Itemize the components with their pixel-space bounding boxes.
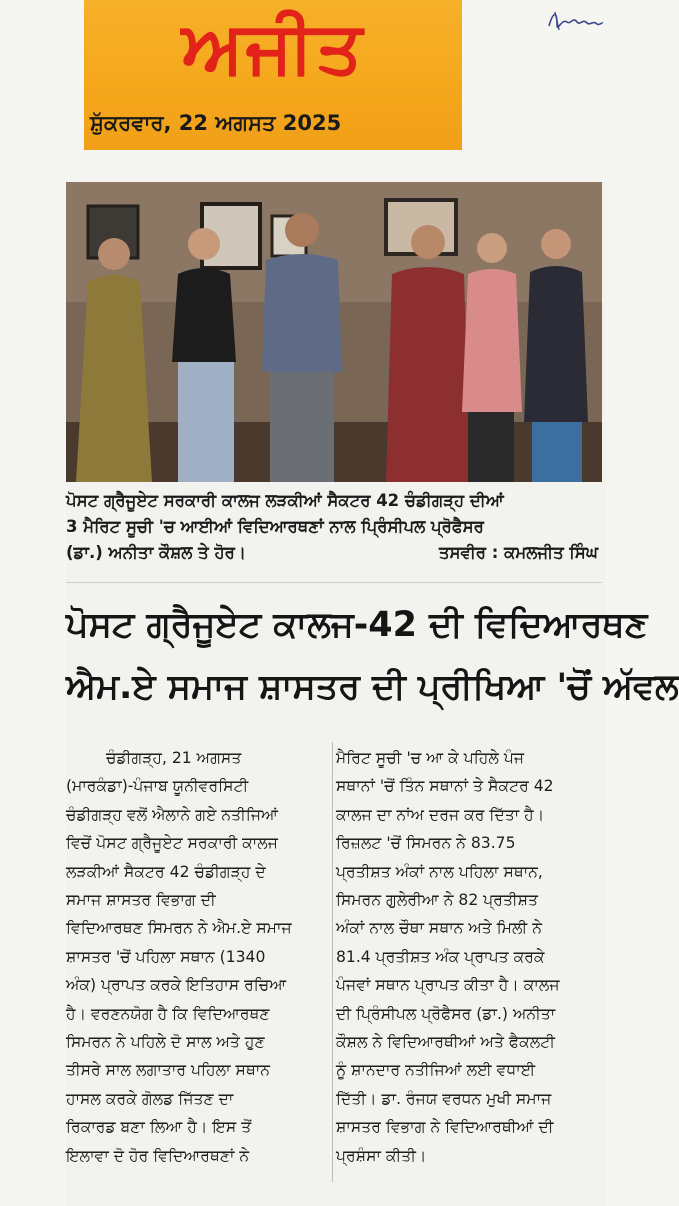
article-line: ਪ੍ਰਤੀਸ਼ਤ ਅੰਕਾਂ ਨਾਲ ਪਹਿਲਾ ਸਥਾਨ, [336,862,543,881]
headline [66,594,679,718]
headline-line-1: ਪੋਸਟ ਗ੍ਰੈਜੂਏਟ ਕਾਲਜ-42 ਦੀ ਵਿਦਿਆਰਥਣ [66,605,648,645]
divider [66,582,602,583]
caption-line: ਪੋਸਟ ਗ੍ਰੈਜੂਏਟ ਸਰਕਾਰੀ ਕਾਲਜ ਲੜਕੀਆਂ ਸੈਕਟਰ 42 ਚੰਡੀਗੜ੍ਹ ਦੀਆਂ [66,491,504,510]
article-line: ਕਾਲਜ ਦਾ ਨਾਂਅ ਦਰਜ ਕਰ ਦਿੱਤਾ ਹੈ। [336,805,545,824]
article-line: ਹਾਸਲ ਕਰਕੇ ਗੋਲਡ ਜਿੱਤਣ ਦਾ [66,1089,234,1108]
news-photo [66,182,602,482]
photo-caption [66,488,602,566]
article-line: ਸਮਾਜ ਸ਼ਾਸਤਰ ਵਿਭਾਗ ਦੀ [66,891,216,910]
headline-line-2: ਐਮ.ਏ ਸਮਾਜ ਸ਼ਾਸਤਰ ਦੀ ਪ੍ਰੀਖਿਆ 'ਚੋਂ ਅੱਵਲ [66,667,679,707]
newspaper-masthead [84,0,462,150]
caption-line: (ਡਾ.) ਅਨੀਤਾ ਕੌਸ਼ਲ ਤੇ ਹੋਰ। [66,543,246,562]
photo-illustration [66,182,602,482]
article-line: ਨੂੰ ਸ਼ਾਨਦਾਰ ਨਤੀਜਿਆਂ ਲਈ ਵਧਾਈ [336,1061,536,1080]
publication-date: ਸ਼ੁੱਕਰਵਾਰ, 22 ਅਗਸਤ 2025 [90,111,342,135]
article-line: ਪ੍ਰਸ਼ੰਸਾ ਕੀਤੀ। [336,1146,427,1165]
news-clipping [66,182,679,1206]
article-line: ਰਿਜ਼ਲਟ 'ਚੋਂ ਸਿਮਰਨ ਨੇ 83.75 [336,834,516,853]
article-line: ਚੰਡੀਗੜ੍ਹ ਵਲੋਂ ਐਲਾਨੇ ਗਏ ਨਤੀਜਿਆਂ [66,805,279,824]
article-line: ਪੰਜਵਾਂ ਸਥਾਨ ਪ੍ਰਾਪਤ ਕੀਤਾ ਹੈ। ਕਾਲਜ [336,976,560,995]
caption-line: 3 ਮੈਰਿਟ ਸੂਚੀ 'ਚ ਆਈਆਂ ਵਿਦਿਆਰਥਣਾਂ ਨਾਲ ਪ੍ਰਿੰਸੀਪਲ ਪ੍ਰੋਫੈਸਰ [66,517,484,536]
article-line: ਚੰਡੀਗੜ੍ਹ, 21 ਅਗਸਤ [106,749,242,767]
photo-credit: ਤਸਵੀਰ : ਕਮਲਜੀਤ ਸਿੰਘ [438,543,598,562]
article-line: ਸਥਾਨਾਂ 'ਚੋਂ ਤਿੰਨ ਸਥਾਨਾਂ ਤੇ ਸੈਕਟਰ 42 [336,777,554,796]
article-line: 81.4 ਪ੍ਰਤੀਸ਼ਤ ਅੰਕ ਪ੍ਰਾਪਤ ਕਰਕੇ [336,947,545,966]
article-line: ਮੈਰਿਟ ਸੂਚੀ 'ਚ ਆ ਕੇ ਪਹਿਲੇ ਪੰਜ [336,749,525,767]
article-line: ਤੀਸਰੇ ਸਾਲ ਲਗਾਤਾਰ ਪਹਿਲਾ ਸਥਾਨ [66,1061,271,1080]
article-line: ਅੰਕਾਂ ਨਾਲ ਚੌਥਾ ਸਥਾਨ ਅਤੇ ਮਿਲੀ ਨੇ [336,919,542,938]
article-line: ਵਿਦਿਆਰਥਣ ਸਿਮਰਨ ਨੇ ਐਮ.ਏ ਸਮਾਜ [66,919,292,938]
article-line: ਦਿੱਤੀ। ਡਾ. ਰੰਜਯ ਵਰਧਨ ਮੁਖੀ ਸਮਾਜ [336,1089,552,1108]
article-line: ਦੀ ਪ੍ਰਿੰਸੀਪਲ ਪ੍ਰੋਫੈਸਰ (ਡਾ.) ਅਨੀਤਾ [336,1004,556,1023]
article-line: ਰਿਕਾਰਡ ਬਣਾ ਲਿਆ ਹੈ। ਇਸ ਤੋਂ [66,1118,252,1137]
article-line: ਸਿਮਰਨ ਗੁਲੇਰੀਆ ਨੇ 82 ਪ੍ਰਤੀਸ਼ਤ [336,891,538,910]
article-line: ਇਲਾਵਾ ਦੋ ਹੋਰ ਵਿਦਿਆਰਥਣਾਂ ਨੇ [66,1146,250,1165]
article-line: ਸ਼ਾਸਤਰ ਵਿਭਾਗ ਨੇ ਵਿਦਿਆਰਥੀਆਂ ਦੀ [336,1118,554,1137]
article-line: ਵਿਚੋਂ ਪੋਸਟ ਗ੍ਰੈਜੂਏਟ ਸਰਕਾਰੀ ਕਾਲਜ [66,834,278,853]
article-line: ਹੈ। ਵਰਣਨਯੋਗ ਹੈ ਕਿ ਵਿਦਿਆਰਥਣ [66,1004,270,1023]
article-line: ਅੰਕ) ਪ੍ਰਾਪਤ ਕਰਕੇ ਇਤਿਹਾਸ ਰਚਿਆ [66,976,287,995]
article-line: ਲੜਕੀਆਂ ਸੈਕਟਰ 42 ਚੰਡੀਗੜ੍ਹ ਦੇ [66,862,266,881]
article-line: ਕੌਸ਼ਲ ਨੇ ਵਿਦਿਆਰਥੀਆਂ ਅਤੇ ਫੈਕਲਟੀ [336,1033,555,1052]
article-line: (ਮਾਰਕੰਡਾ)-ਪੰਜਾਬ ਯੂਨੀਵਰਸਿਟੀ [66,777,249,796]
newspaper-name: ਅਜੀਤ [181,5,365,89]
article-line: ਸਿਮਰਨ ਨੇ ਪਹਿਲੇ ਦੋ ਸਾਲ ਅਤੇ ਹੁਣ [66,1033,265,1052]
article-column-right [336,744,600,1170]
column-divider [332,742,333,1182]
article-column-left [66,744,330,1170]
article-line: ਸ਼ਾਸਤਰ 'ਚੋਂ ਪਹਿਲਾ ਸਥਾਨ (1340 [66,947,266,966]
handwritten-signature [545,4,605,42]
